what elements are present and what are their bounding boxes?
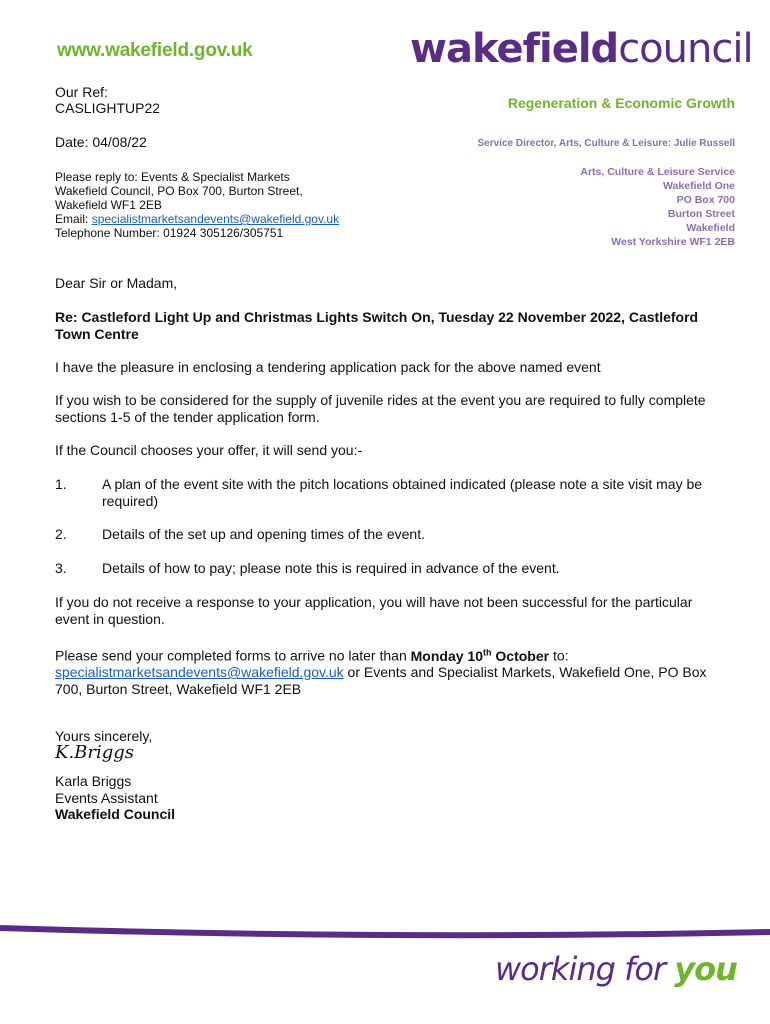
paragraph-5	[55, 644, 725, 697]
service-director: Service Director, Arts, Culture & Leisure: Julie Russell	[477, 138, 735, 149]
wakefield-council-logo	[410, 26, 753, 86]
working-for-text: working for	[495, 950, 675, 988]
signatory-title: Events Assistant	[55, 790, 158, 806]
deadline	[411, 648, 549, 664]
address-line: Wakefield	[686, 222, 735, 234]
logo-wakefield-text: wakefield	[410, 26, 619, 72]
working-for-you-logo	[495, 950, 737, 988]
deadline-suffix: th	[483, 647, 492, 657]
letter-date: Date: 04/08/22	[55, 134, 147, 150]
paragraph-1: I have the pleasure in enclosing a tendering application pack for the above named event	[55, 359, 601, 375]
deadline-day: Monday 10	[410, 647, 483, 664]
list-item	[55, 526, 725, 543]
p5-email-link[interactable]: specialistmarketsandevents@wakefield.gov.uk	[55, 664, 344, 681]
reply-email-line	[55, 212, 339, 226]
logo-council-text: council	[618, 26, 753, 72]
list-text: Details of the set up and opening times of the event.	[102, 526, 425, 542]
you-text: you	[674, 950, 737, 988]
reply-line-3: Wakefield WF1 2EB	[55, 198, 162, 212]
our-ref-value: CASLIGHTUP22	[55, 100, 161, 116]
list-item	[55, 560, 725, 577]
list-number: 2.	[55, 526, 67, 542]
list-item	[55, 476, 725, 510]
closing: Yours sincerely,	[55, 728, 153, 744]
list-number: 3.	[55, 560, 67, 576]
paragraph-3: If the Council chooses your offer, it will send you:-	[55, 442, 363, 458]
reply-email-link[interactable]: specialistmarketsandevents@wakefield.gov.uk	[91, 212, 340, 226]
directorate-name: Regeneration & Economic Growth	[507, 95, 735, 111]
website-url: www.wakefield.gov.uk	[57, 40, 253, 61]
address-line: Wakefield One	[663, 180, 735, 192]
council-address	[580, 165, 735, 249]
subject-line: Re: Castleford Light Up and Christmas Lights Switch On, Tuesday 22 November 2022, Castleford Town Centre	[55, 309, 699, 342]
salutation: Dear Sir or Madam,	[55, 275, 178, 291]
address-line: Arts, Culture & Leisure Service	[580, 166, 735, 178]
p5-to: to:	[549, 647, 569, 664]
reply-line-2: Wakefield Council, PO Box 700, Burton Street,	[55, 184, 303, 198]
signatory-name: Karla Briggs	[55, 773, 132, 789]
reply-line-1: Please reply to: Events & Specialist Markets	[55, 170, 290, 184]
paragraph-4: If you do not receive a response to your application, you will have not been successful for the particular event in question.	[55, 594, 693, 627]
signatory-org: Wakefield Council	[55, 806, 176, 822]
email-label: Email:	[55, 212, 92, 226]
deadline-month: October	[491, 647, 550, 664]
address-line: PO Box 700	[676, 194, 735, 206]
address-line: West Yorkshire WF1 2EB	[611, 236, 735, 248]
list-number: 1.	[55, 476, 67, 492]
paragraph-2: If you wish to be considered for the supply of juvenile rides at the event you are required to fully complete sections 1-5 of the tender application form.	[55, 392, 706, 425]
list-text: Details of how to pay; please note this is required in advance of the event.	[102, 560, 560, 576]
footer-swoosh	[0, 918, 770, 948]
reply-block	[55, 170, 339, 240]
handwritten-signature: K.Briggs	[55, 742, 135, 763]
our-ref-label: Our Ref:	[55, 84, 108, 100]
list-text: A plan of the event site with the pitch locations obtained indicated (please note a site visit may be required)	[102, 476, 703, 509]
p5-intro: Please send your completed forms to arrive no later than	[55, 647, 411, 664]
p5-address: or Events and Specialist Markets, Wakefield One, PO Box 700, Burton Street, Wakefield WF1 2EB	[55, 664, 707, 697]
reply-phone: Telephone Number: 01924 305126/305751	[55, 226, 284, 240]
address-line: Burton Street	[667, 208, 735, 220]
